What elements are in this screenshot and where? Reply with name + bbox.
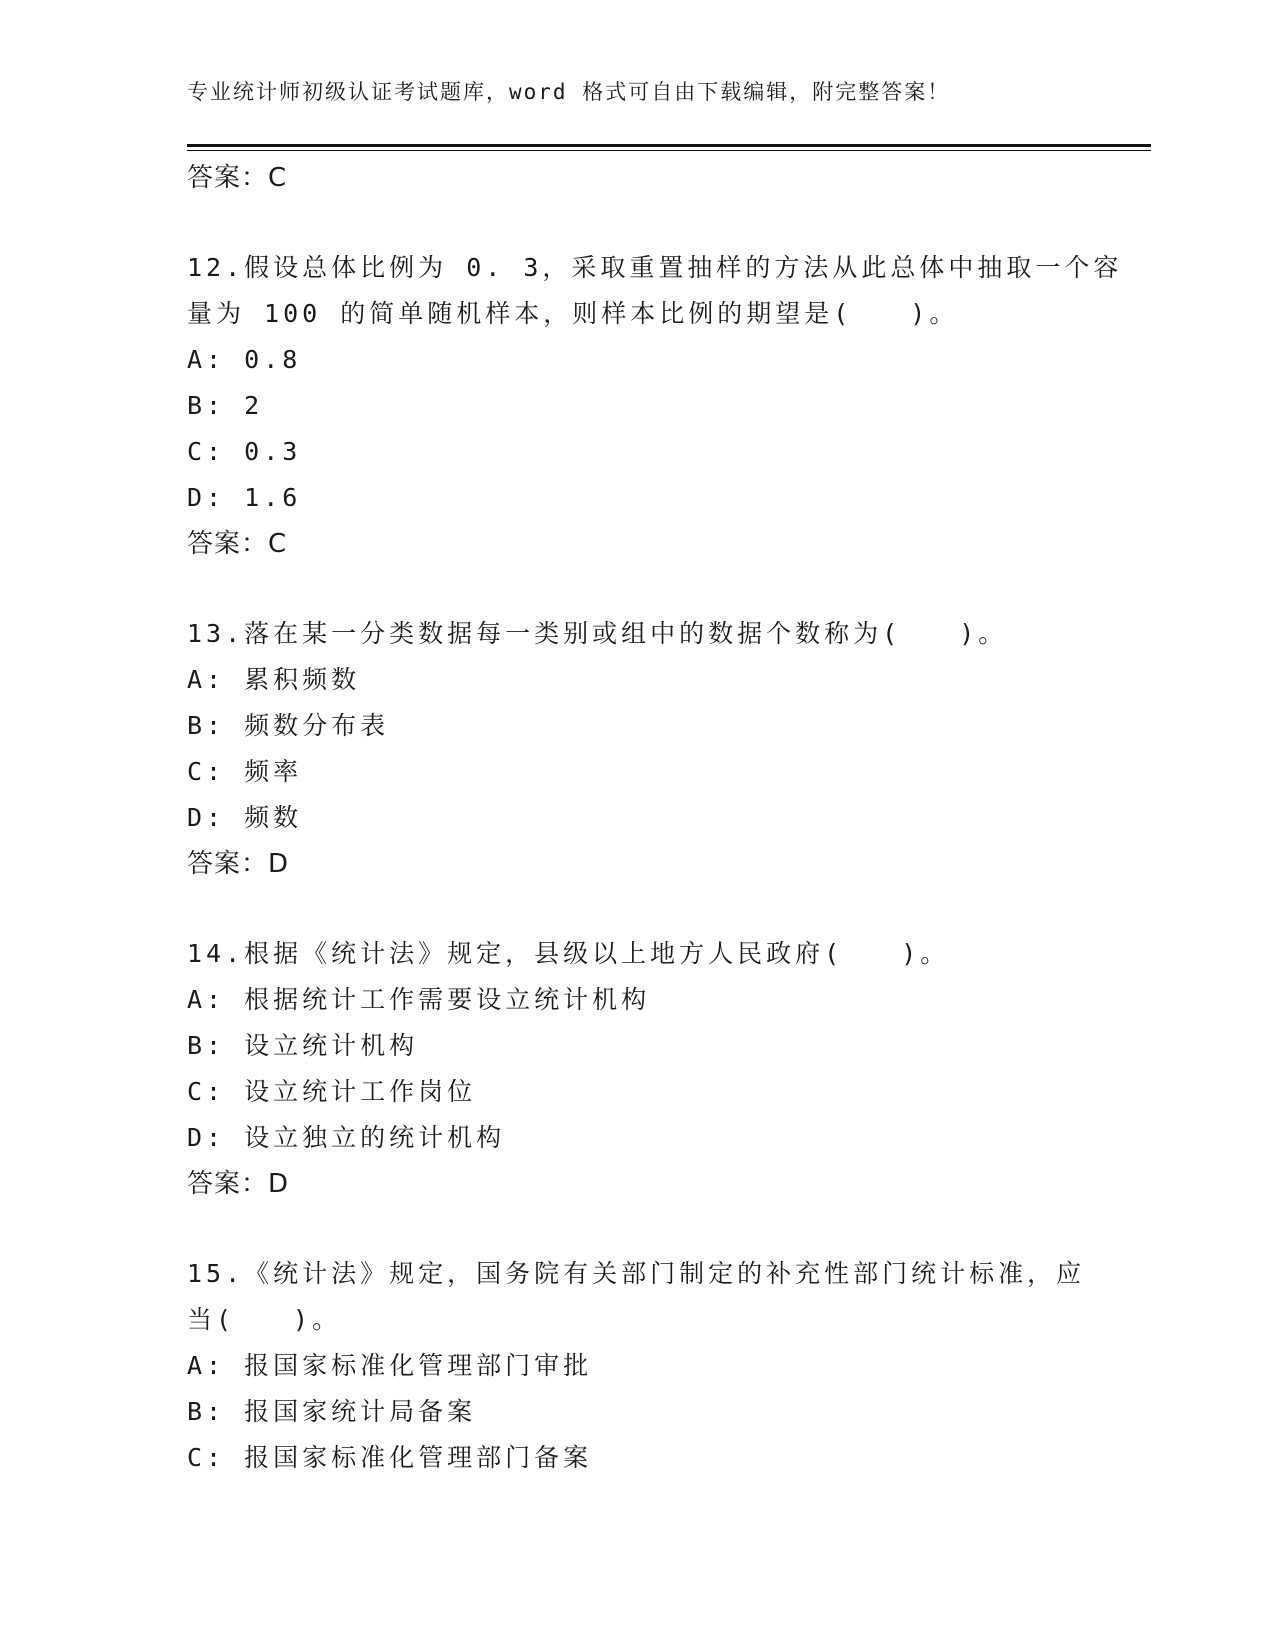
question-14: [187, 931, 1087, 1207]
option-c: C: 报国家标准化管理部门备案: [187, 1443, 593, 1472]
question-stem: 15.《统计法》规定，国务院有关部门制定的补充性部门统计标准，应: [187, 1259, 1086, 1288]
option-c: C: 频率: [187, 757, 303, 786]
question-stem: 13.落在某一分类数据每一类别或组中的数据个数称为( )。: [187, 619, 1008, 648]
header-rule-thin: [187, 150, 1151, 151]
answer-line: 答案：C: [187, 529, 288, 559]
answer-line: 答案：D: [187, 849, 290, 879]
question-15: [187, 1251, 1087, 1481]
question-12: [187, 245, 1123, 567]
answer-line: 答案：D: [187, 1169, 290, 1199]
question-stem: 12.假设总体比例为 0. 3，采取重置抽样的方法从此总体中抽取一个容: [187, 253, 1123, 282]
option-c: C: 0.3: [187, 437, 302, 466]
option-d: D: 设立独立的统计机构: [187, 1123, 506, 1152]
header-rule-thick: [187, 144, 1151, 147]
question-list: [187, 155, 1123, 1481]
option-a: A: 根据统计工作需要设立统计机构: [187, 985, 651, 1014]
option-d: D: 1.6: [187, 483, 302, 512]
option-c: C: 设立统计工作岗位: [187, 1077, 477, 1106]
question-stem: 当( )。: [187, 1305, 342, 1334]
option-b: B: 2: [187, 391, 264, 420]
question-13: [187, 611, 1087, 887]
option-b: B: 报国家统计局备案: [187, 1397, 477, 1426]
option-a: A: 累积频数: [187, 665, 361, 694]
option-a: A: 0.8: [187, 345, 302, 374]
option-d: D: 频数: [187, 803, 303, 832]
page-header: 专业统计师初级认证考试题库，word 格式可自由下载编辑，附完整答案！: [187, 80, 951, 104]
option-a: A: 报国家标准化管理部门审批: [187, 1351, 593, 1380]
question-stem: 量为 100 的简单随机样本，则样本比例的期望是( )。: [187, 299, 959, 328]
question-stem: 14.根据《统计法》规定，县级以上地方人民政府( )。: [187, 939, 950, 968]
option-b: B: 频数分布表: [187, 711, 390, 740]
answer-line: 答案：C: [187, 163, 288, 193]
option-b: B: 设立统计机构: [187, 1031, 419, 1060]
